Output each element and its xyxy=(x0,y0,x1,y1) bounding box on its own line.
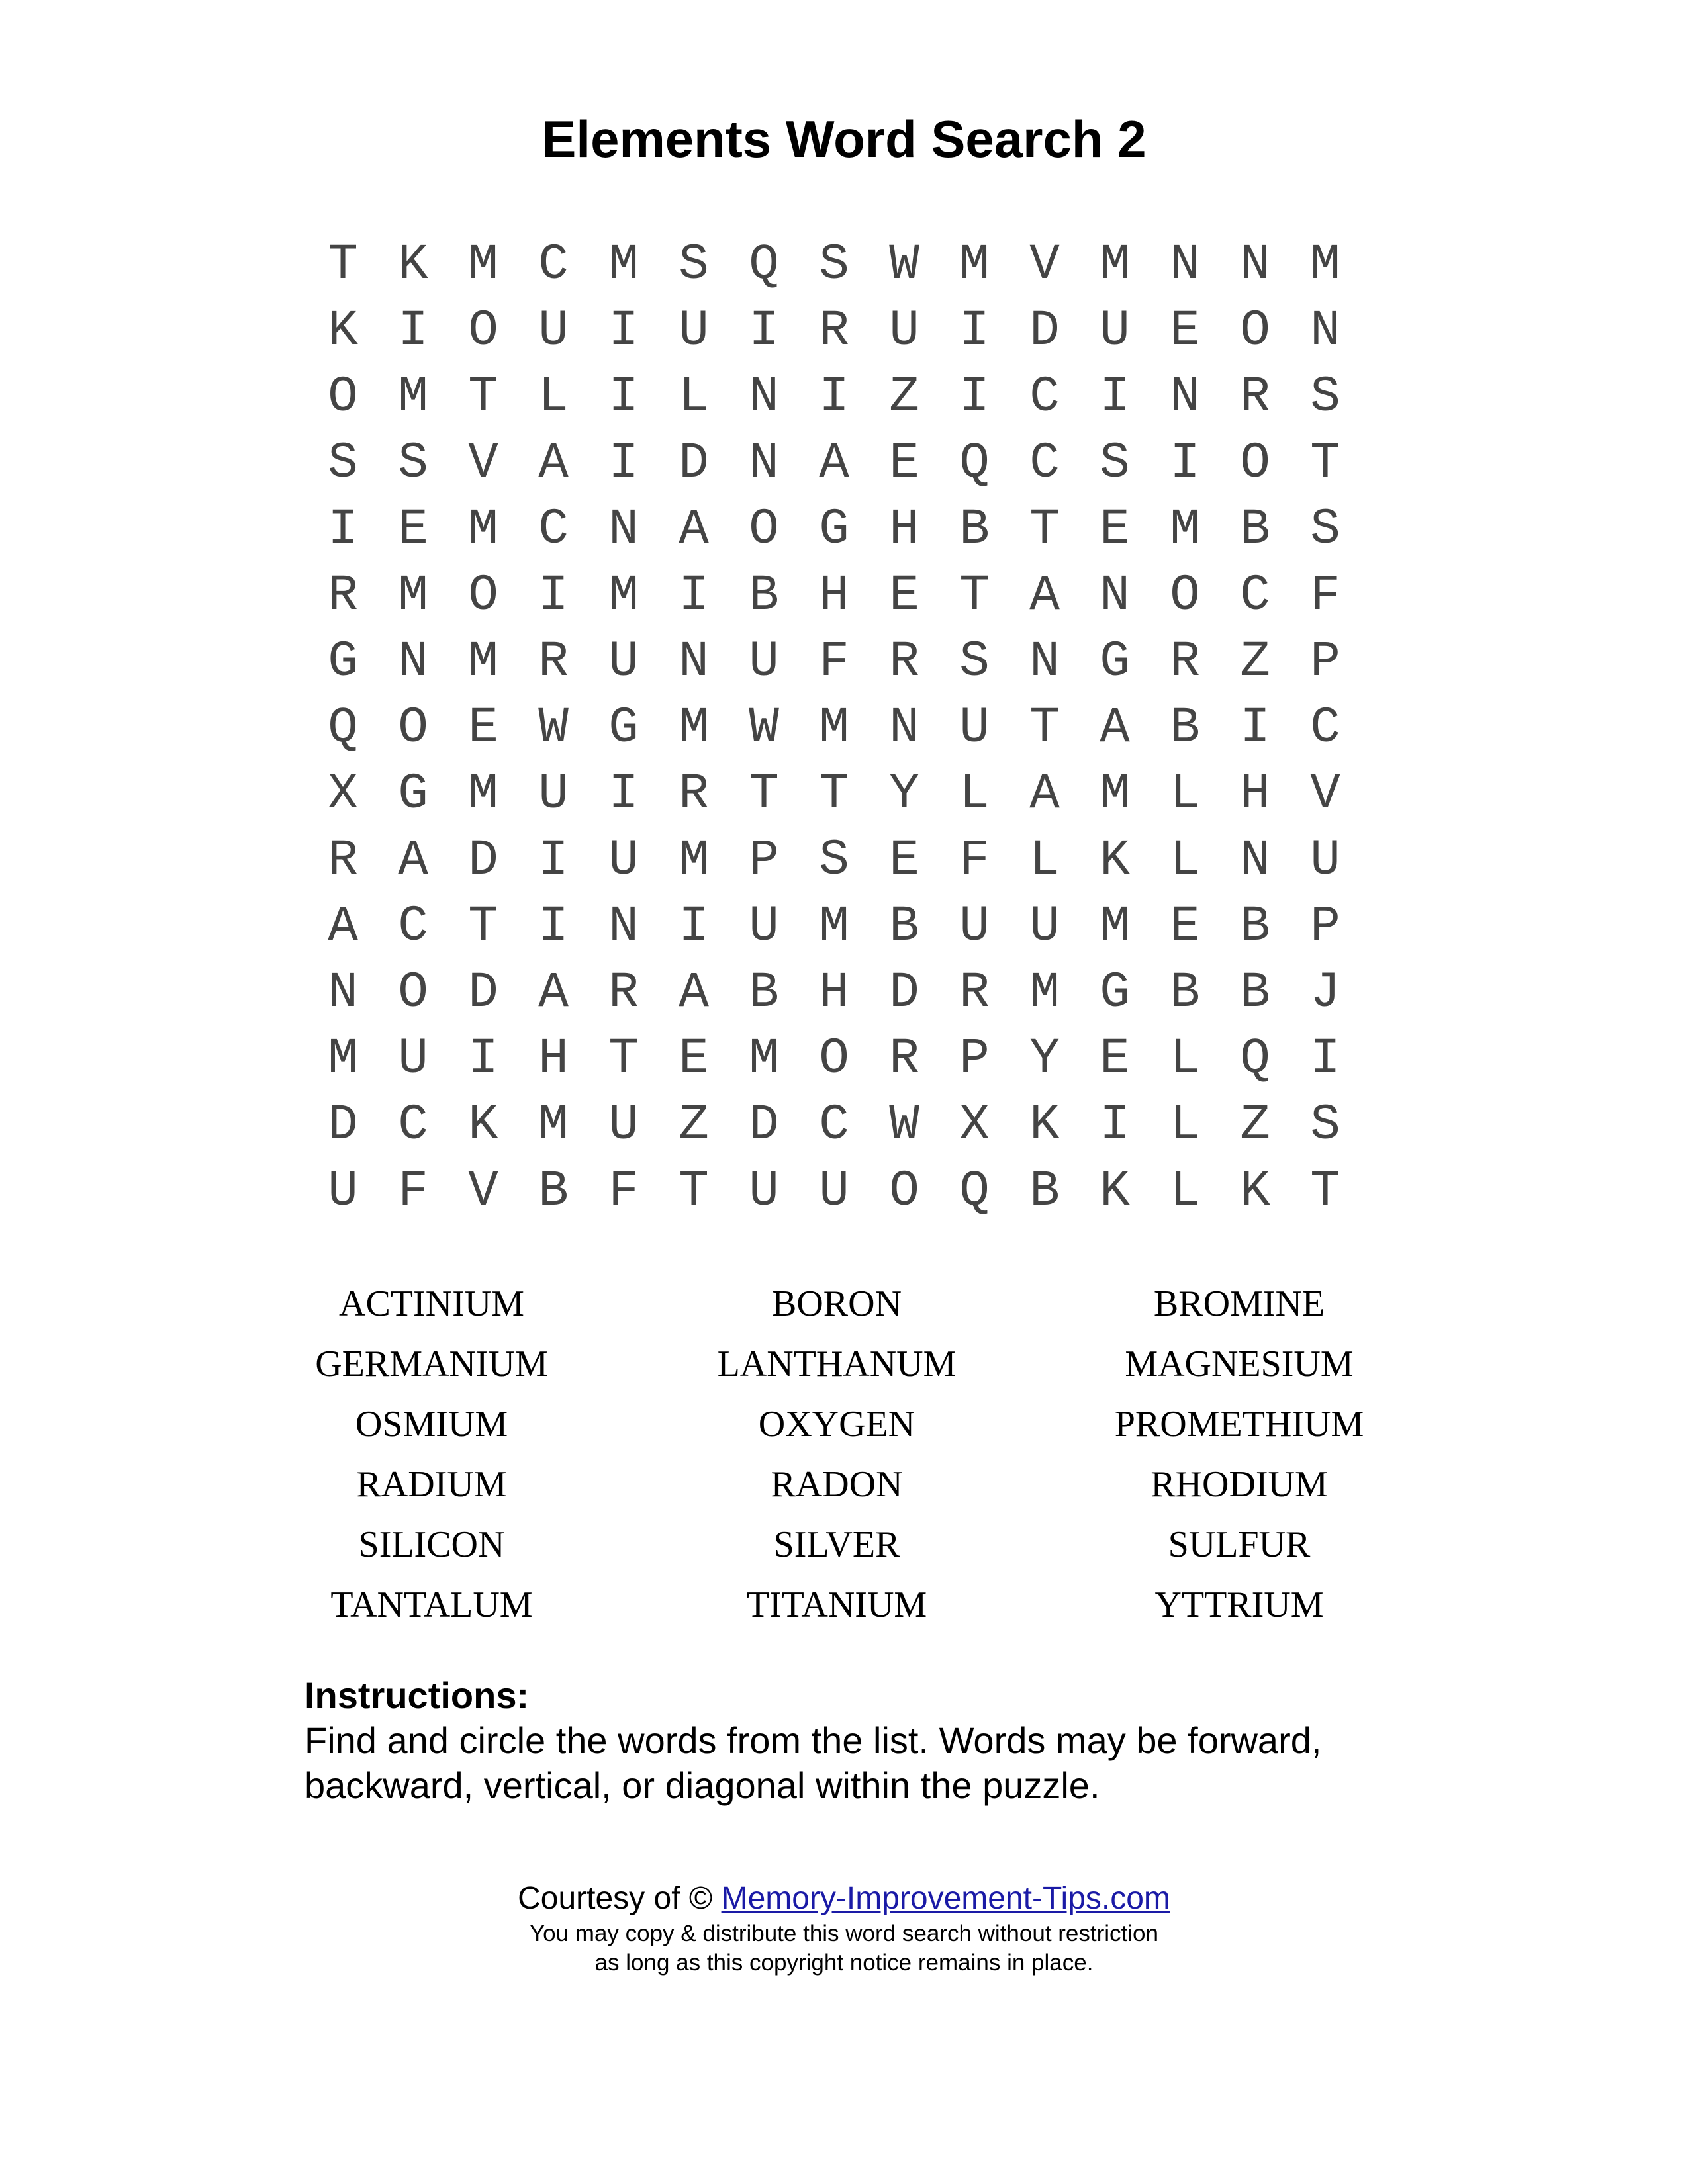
grid-letter: O xyxy=(468,302,498,359)
grid-letter: M xyxy=(468,236,498,293)
grid-letter: B xyxy=(1240,898,1270,955)
grid-letter: P xyxy=(1310,633,1340,690)
grid-letter: E xyxy=(1100,1030,1130,1087)
grid-letter: I xyxy=(959,302,990,359)
grid-letter: A xyxy=(1100,700,1130,756)
grid-letter: A xyxy=(679,964,709,1021)
grid-letter: O xyxy=(398,700,428,756)
grid-letter: M xyxy=(679,832,709,889)
word-list-item: ACTINIUM xyxy=(339,1283,524,1324)
grid-letter: M xyxy=(819,700,849,756)
grid-letter: F xyxy=(398,1163,428,1220)
grid-letter: I xyxy=(608,302,639,359)
grid-letter: O xyxy=(819,1030,849,1087)
grid-letter: G xyxy=(1100,964,1130,1021)
grid-letter: U xyxy=(749,1163,779,1220)
grid-letter: S xyxy=(679,236,709,293)
word-list-item: RHODIUM xyxy=(1150,1464,1328,1505)
grid-letter: U xyxy=(819,1163,849,1220)
grid-letter: M xyxy=(1029,964,1060,1021)
grid-row xyxy=(308,232,1380,298)
grid-letter: R xyxy=(889,633,919,690)
grid-letter: R xyxy=(1240,369,1270,426)
grid-letter: C xyxy=(398,898,428,955)
grid-letter: H xyxy=(1240,766,1270,823)
grid-letter: T xyxy=(1310,1163,1340,1220)
grid-letter: U xyxy=(1100,302,1130,359)
word-list-item: RADON xyxy=(771,1464,903,1505)
grid-letter: Y xyxy=(889,766,919,823)
grid-letter: A xyxy=(1029,766,1060,823)
word-list-item: TITANIUM xyxy=(746,1584,927,1625)
grid-letter: S xyxy=(959,633,990,690)
grid-letter: R xyxy=(679,766,709,823)
grid-letter: L xyxy=(679,369,709,426)
grid-letter: L xyxy=(1170,1163,1200,1220)
grid-letter: T xyxy=(959,567,990,624)
grid-letter: O xyxy=(749,501,779,558)
grid-row xyxy=(308,298,1380,364)
grid-letter: F xyxy=(608,1163,639,1220)
grid-letter: I xyxy=(749,302,779,359)
grid-letter: K xyxy=(1100,1163,1130,1220)
grid-letter: Y xyxy=(1029,1030,1060,1087)
grid-letter: U xyxy=(749,898,779,955)
grid-row xyxy=(308,893,1380,960)
grid-letter: L xyxy=(1170,832,1200,889)
grid-letter: U xyxy=(679,302,709,359)
grid-letter: N xyxy=(889,700,919,756)
grid-letter: B xyxy=(749,567,779,624)
grid-letter: M xyxy=(679,700,709,756)
grid-letter: A xyxy=(1029,567,1060,624)
instructions-line-1: Find and circle the words from the list. Words may be forward, xyxy=(305,1719,1322,1761)
grid-letter: I xyxy=(608,435,639,492)
grid-letter: K xyxy=(1100,832,1130,889)
grid-letter: O xyxy=(889,1163,919,1220)
grid-letter: S xyxy=(1310,1097,1340,1154)
grid-letter: N xyxy=(1240,832,1270,889)
word-list-item: BORON xyxy=(771,1283,902,1324)
grid-letter: I xyxy=(608,766,639,823)
grid-letter: O xyxy=(398,964,428,1021)
grid-letter: S xyxy=(1310,369,1340,426)
grid-letter: R xyxy=(538,633,569,690)
grid-row xyxy=(308,1092,1380,1158)
grid-row xyxy=(308,430,1380,496)
grid-row xyxy=(308,1158,1380,1224)
grid-letter: M xyxy=(959,236,990,293)
grid-letter: V xyxy=(468,1163,498,1220)
grid-letter: C xyxy=(819,1097,849,1154)
grid-letter: N xyxy=(1170,236,1200,293)
word-list-item: MAGNESIUM xyxy=(1125,1343,1354,1385)
grid-letter: E xyxy=(1100,501,1130,558)
grid-row xyxy=(308,364,1380,430)
grid-letter: E xyxy=(889,435,919,492)
grid-letter: M xyxy=(1100,766,1130,823)
grid-letter: T xyxy=(468,898,498,955)
grid-letter: U xyxy=(1029,898,1060,955)
grid-letter: G xyxy=(1100,633,1130,690)
grid-letter: K xyxy=(468,1097,498,1154)
grid-letter: N xyxy=(1170,369,1200,426)
grid-letter: I xyxy=(959,369,990,426)
word-list-item: OSMIUM xyxy=(355,1404,508,1445)
grid-letter: G xyxy=(328,633,358,690)
grid-letter: I xyxy=(1100,369,1130,426)
grid-letter: T xyxy=(328,236,358,293)
instructions-block xyxy=(305,1673,1430,1808)
grid-letter: Z xyxy=(1240,1097,1270,1154)
grid-letter: B xyxy=(1170,700,1200,756)
grid-letter: D xyxy=(328,1097,358,1154)
grid-row xyxy=(308,960,1380,1026)
grid-letter: C xyxy=(538,236,569,293)
grid-letter: H xyxy=(538,1030,569,1087)
grid-letter: F xyxy=(1310,567,1340,624)
word-list-item: TANTALUM xyxy=(330,1584,533,1625)
grid-letter: K xyxy=(328,302,358,359)
grid-letter: B xyxy=(1029,1163,1060,1220)
grid-letter: I xyxy=(819,369,849,426)
grid-letter: E xyxy=(1170,898,1200,955)
grid-letter: E xyxy=(398,501,428,558)
grid-letter: U xyxy=(889,302,919,359)
grid-letter: B xyxy=(1240,501,1270,558)
instructions-line-2: backward, vertical, or diagonal within the puzzle. xyxy=(305,1764,1100,1806)
grid-row xyxy=(308,761,1380,827)
grid-letter: R xyxy=(328,567,358,624)
grid-letter: I xyxy=(1310,1030,1340,1087)
grid-letter: E xyxy=(1170,302,1200,359)
grid-letter: E xyxy=(679,1030,709,1087)
grid-letter: X xyxy=(328,766,358,823)
grid-letter: E xyxy=(889,567,919,624)
grid-letter: W xyxy=(749,700,779,756)
grid-letter: M xyxy=(1170,501,1200,558)
grid-letter: U xyxy=(608,1097,639,1154)
grid-letter: S xyxy=(328,435,358,492)
grid-letter: X xyxy=(959,1097,990,1154)
grid-row xyxy=(308,1026,1380,1092)
grid-letter: A xyxy=(328,898,358,955)
word-list-item: SULFUR xyxy=(1168,1524,1311,1565)
grid-letter: I xyxy=(328,501,358,558)
grid-letter: U xyxy=(398,1030,428,1087)
grid-letter: T xyxy=(468,369,498,426)
grid-letter: U xyxy=(959,700,990,756)
grid-letter: G xyxy=(608,700,639,756)
grid-letter: L xyxy=(1170,1030,1200,1087)
grid-letter: M xyxy=(608,567,639,624)
grid-letter: M xyxy=(608,236,639,293)
grid-letter: Q xyxy=(328,700,358,756)
grid-letter: Z xyxy=(679,1097,709,1154)
courtesy-line xyxy=(0,1878,1688,1919)
grid-letter: C xyxy=(1310,700,1340,756)
grid-row xyxy=(308,629,1380,695)
grid-letter: U xyxy=(538,766,569,823)
grid-letter: P xyxy=(749,832,779,889)
grid-row xyxy=(308,827,1380,893)
grid-letter: M xyxy=(819,898,849,955)
grid-letter: Z xyxy=(1240,633,1270,690)
word-list-row xyxy=(0,1334,1688,1394)
grid-letter: V xyxy=(1029,236,1060,293)
grid-letter: S xyxy=(1100,435,1130,492)
grid-letter: B xyxy=(1170,964,1200,1021)
grid-letter: M xyxy=(468,501,498,558)
grid-letter: U xyxy=(328,1163,358,1220)
grid-letter: Q xyxy=(959,435,990,492)
grid-letter: T xyxy=(1310,435,1340,492)
grid-letter: S xyxy=(398,435,428,492)
grid-letter: W xyxy=(538,700,569,756)
grid-letter: R xyxy=(819,302,849,359)
grid-letter: C xyxy=(398,1097,428,1154)
grid-letter: O xyxy=(1170,567,1200,624)
grid-letter: M xyxy=(468,766,498,823)
grid-letter: L xyxy=(1029,832,1060,889)
copyright-notice-line-2: as long as this copyright notice remains in place. xyxy=(594,1950,1094,1976)
grid-letter: N xyxy=(608,501,639,558)
grid-letter: T xyxy=(1029,501,1060,558)
grid-letter: D xyxy=(749,1097,779,1154)
grid-letter: O xyxy=(328,369,358,426)
grid-letter: M xyxy=(1310,236,1340,293)
word-list-item: SILICON xyxy=(358,1524,505,1565)
grid-letter: C xyxy=(538,501,569,558)
grid-letter: R xyxy=(1170,633,1200,690)
grid-letter: S xyxy=(1310,501,1340,558)
grid-letter: M xyxy=(468,633,498,690)
grid-letter: G xyxy=(819,501,849,558)
grid-letter: U xyxy=(749,633,779,690)
grid-letter: O xyxy=(1240,302,1270,359)
grid-letter: T xyxy=(749,766,779,823)
grid-letter: F xyxy=(959,832,990,889)
grid-letter: V xyxy=(1310,766,1340,823)
grid-letter: N xyxy=(679,633,709,690)
grid-letter: Q xyxy=(959,1163,990,1220)
grid-letter: B xyxy=(1240,964,1270,1021)
grid-letter: N xyxy=(1240,236,1270,293)
grid-letter: I xyxy=(679,898,709,955)
word-list xyxy=(0,1274,1688,1635)
grid-letter: S xyxy=(819,236,849,293)
grid-letter: N xyxy=(1310,302,1340,359)
grid-letter: L xyxy=(1170,766,1200,823)
grid-letter: Q xyxy=(1240,1030,1270,1087)
grid-letter: N xyxy=(749,435,779,492)
grid-letter: B xyxy=(749,964,779,1021)
grid-letter: F xyxy=(819,633,849,690)
grid-letter: L xyxy=(538,369,569,426)
grid-letter: A xyxy=(679,501,709,558)
grid-letter: S xyxy=(819,832,849,889)
grid-letter: D xyxy=(889,964,919,1021)
grid-letter: I xyxy=(398,302,428,359)
grid-letter: K xyxy=(1029,1097,1060,1154)
grid-row xyxy=(308,563,1380,629)
grid-letter: I xyxy=(679,567,709,624)
instructions-heading: Instructions: xyxy=(305,1674,530,1716)
grid-letter: E xyxy=(468,700,498,756)
courtesy-prefix: Courtesy of © xyxy=(518,1881,722,1916)
grid-letter: N xyxy=(608,898,639,955)
grid-letter: A xyxy=(538,435,569,492)
grid-letter: M xyxy=(749,1030,779,1087)
grid-letter: T xyxy=(679,1163,709,1220)
grid-letter: T xyxy=(819,766,849,823)
grid-letter: B xyxy=(889,898,919,955)
grid-letter: C xyxy=(1029,435,1060,492)
grid-letter: I xyxy=(1240,700,1270,756)
grid-letter: N xyxy=(749,369,779,426)
grid-letter: I xyxy=(538,832,569,889)
grid-letter: M xyxy=(1100,236,1130,293)
grid-letter: C xyxy=(1029,369,1060,426)
grid-letter: R xyxy=(608,964,639,1021)
word-list-row xyxy=(0,1575,1688,1635)
word-list-item: SILVER xyxy=(773,1524,900,1565)
grid-letter: U xyxy=(608,633,639,690)
grid-letter: R xyxy=(889,1030,919,1087)
grid-letter: B xyxy=(959,501,990,558)
grid-letter: I xyxy=(1170,435,1200,492)
grid-letter: I xyxy=(538,567,569,624)
grid-letter: T xyxy=(608,1030,639,1087)
grid-letter: I xyxy=(608,369,639,426)
grid-letter: N xyxy=(1029,633,1060,690)
grid-letter: T xyxy=(1029,700,1060,756)
grid-letter: V xyxy=(468,435,498,492)
grid-letter: K xyxy=(1240,1163,1270,1220)
grid-letter: G xyxy=(398,766,428,823)
grid-letter: A xyxy=(819,435,849,492)
word-list-item: OXYGEN xyxy=(758,1404,915,1445)
grid-letter: P xyxy=(1310,898,1340,955)
grid-letter: I xyxy=(1100,1097,1130,1154)
grid-letter: L xyxy=(959,766,990,823)
word-list-item: RADIUM xyxy=(356,1464,507,1505)
grid-letter: D xyxy=(468,964,498,1021)
grid-letter: M xyxy=(398,567,428,624)
letter-grid xyxy=(308,232,1380,1224)
grid-letter: W xyxy=(889,236,919,293)
grid-letter: P xyxy=(959,1030,990,1087)
grid-letter: W xyxy=(889,1097,919,1154)
word-list-row xyxy=(0,1455,1688,1515)
grid-letter: D xyxy=(468,832,498,889)
grid-letter: H xyxy=(889,501,919,558)
grid-letter: L xyxy=(1170,1097,1200,1154)
grid-letter: J xyxy=(1310,964,1340,1021)
word-list-item: BROMINE xyxy=(1153,1283,1325,1324)
grid-letter: H xyxy=(819,567,849,624)
grid-row xyxy=(308,695,1380,761)
grid-letter: A xyxy=(398,832,428,889)
grid-letter: D xyxy=(1029,302,1060,359)
grid-letter: M xyxy=(1100,898,1130,955)
word-list-item: YTTRIUM xyxy=(1154,1584,1324,1625)
grid-letter: H xyxy=(819,964,849,1021)
grid-letter: N xyxy=(328,964,358,1021)
grid-letter: O xyxy=(468,567,498,624)
grid-letter: N xyxy=(398,633,428,690)
grid-letter: M xyxy=(328,1030,358,1087)
grid-letter: E xyxy=(889,832,919,889)
word-list-row xyxy=(0,1515,1688,1575)
grid-letter: Q xyxy=(749,236,779,293)
word-list-item: LANTHANUM xyxy=(717,1343,957,1385)
page-title: Elements Word Search 2 xyxy=(541,110,1147,168)
word-list-row xyxy=(0,1274,1688,1334)
grid-letter: D xyxy=(679,435,709,492)
grid-letter: A xyxy=(538,964,569,1021)
grid-letter: I xyxy=(468,1030,498,1087)
grid-letter: N xyxy=(1100,567,1130,624)
grid-letter: U xyxy=(1310,832,1340,889)
grid-letter: U xyxy=(538,302,569,359)
grid-letter: Z xyxy=(889,369,919,426)
grid-letter: M xyxy=(538,1097,569,1154)
grid-row xyxy=(308,496,1380,563)
grid-letter: U xyxy=(608,832,639,889)
grid-letter: M xyxy=(398,369,428,426)
word-list-item: GERMANIUM xyxy=(315,1343,548,1385)
copyright-notice-line-1: You may copy & distribute this word search without restriction xyxy=(530,1921,1158,1946)
footer xyxy=(0,1878,1688,1978)
grid-letter: K xyxy=(398,236,428,293)
source-link[interactable]: Memory-Improvement-Tips.com xyxy=(721,1881,1170,1916)
word-list-item: PROMETHIUM xyxy=(1114,1404,1364,1445)
word-list-row xyxy=(0,1394,1688,1455)
grid-letter: I xyxy=(538,898,569,955)
grid-letter: R xyxy=(328,832,358,889)
grid-letter: R xyxy=(959,964,990,1021)
grid-letter: C xyxy=(1240,567,1270,624)
grid-letter: U xyxy=(959,898,990,955)
grid-letter: B xyxy=(538,1163,569,1220)
grid-letter: O xyxy=(1240,435,1270,492)
